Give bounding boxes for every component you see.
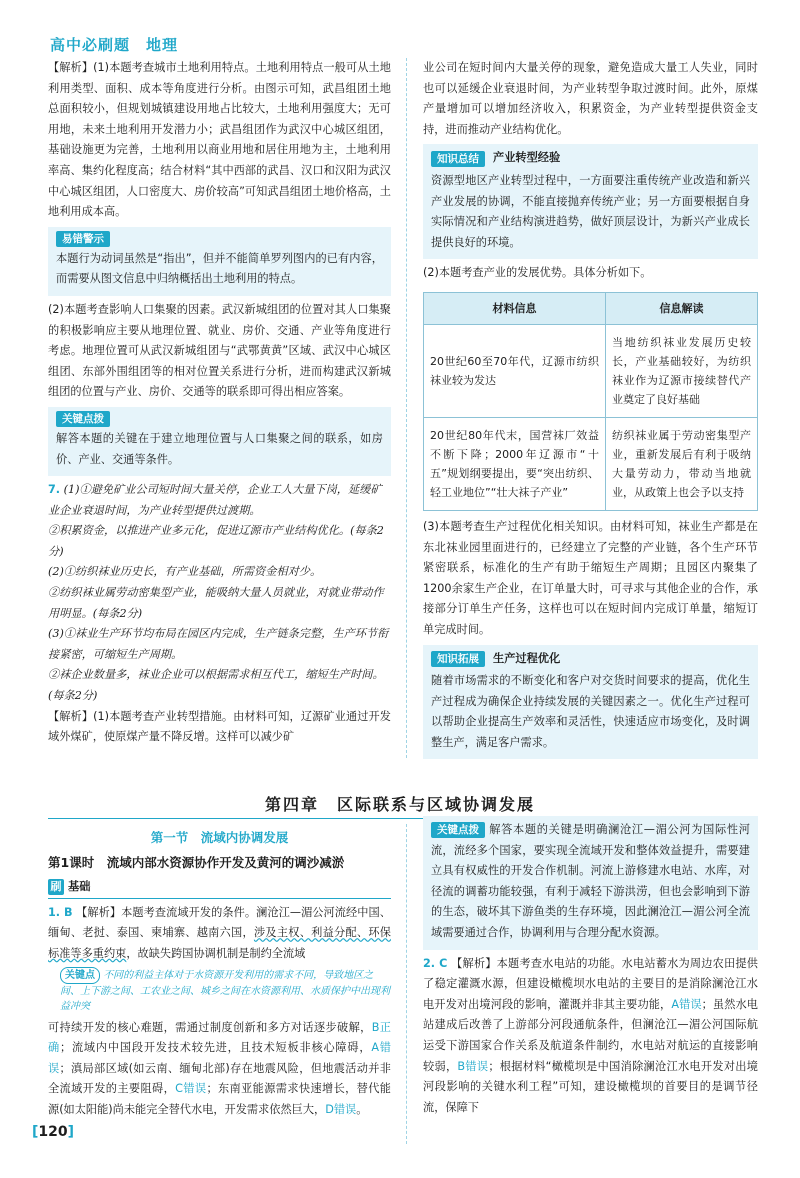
option-wrong: C错误 (175, 1082, 207, 1096)
analysis-text: 。 (356, 1102, 368, 1116)
analysis-text: ；滇局部区域(如云南、缅甸北部)存在地震风险，但地震活动并非全流域开发的主要阻碍， (48, 1061, 391, 1096)
key-point-text: 解答本题的关键是明确澜沧江—湄公河为国际性河流，流经多个国家，要实现全流域开发和整体效益提升，需要建立具有权威性的开发合作机制。河流上游修建水电站、水库，对径流的调蓄功能较强，有利于减轻下游洪涝，但也会影响到下游的生态，破坏其下游鱼类的生存环境，因此澜沧江—湄公河全流域需要通过合作，协调利用与合理分配水资源。 (431, 823, 750, 939)
question-number: 7. (48, 483, 61, 497)
right-column (423, 58, 758, 763)
knowledge-summary-badge: 知识总结 (431, 151, 485, 167)
answer-line: ②积累资金，以推进产业多元化，促进辽源市产业结构优化。(每条2分) (48, 524, 384, 558)
info-table (423, 292, 758, 511)
answer-line: ②纺织袜业属劳动密集型产业，能吸纳大量人员就业，对就业带动作用明显。(每条2分) (48, 586, 384, 620)
question-number: 1. B (48, 905, 73, 919)
knowledge-summary-box (423, 144, 758, 259)
key-point-box (48, 407, 391, 476)
section-title: 第一节 流域内协调发展 (150, 830, 289, 845)
column-divider (406, 58, 407, 758)
highlighted-phrase: 涉及主权、利益分配、环保标准等多重约束 (48, 926, 391, 960)
answer-line: (3)①袜业生产环节均布局在园区内完成，生产链条完整，生产环节衔接紧密，可缩短生产周期。 (48, 627, 389, 661)
basic-label: 基础 (68, 880, 91, 894)
left-analysis-paragraph-3: 【解析】(1)本题考查产业转型措施。由材料可知，辽源矿业通过开发域外煤矿，使原煤产量不降反增。这样可以减少矿 (48, 709, 391, 744)
key-point-note-badge: 关键点 (60, 967, 100, 984)
error-warning-badge: 易错警示 (56, 231, 110, 247)
key-point-badge: 关键点拨 (56, 411, 110, 427)
knowledge-extension-box (423, 645, 758, 760)
error-warning-text: 本题行为动词虽然是“指出”，但并不能简单罗列图内的已有内容，而需要从图文信息中归纳概括出土地利用的特点。 (56, 251, 383, 286)
table-cell: 纺织袜业属于劳动密集型产业，重新发展后有利于吸纳大量劳动力，带动当地就业，从政策上也会予以支持 (606, 417, 758, 510)
page-number: [120] (32, 1124, 75, 1140)
column-divider (406, 824, 407, 1144)
right-analysis-paragraph-3: (3)本题考查生产过程优化相关知识。由材料可知，袜业生产都是在东北袜业园里面进行的，已经建立了完整的产业链，各个生产环节紧密联系，标准化的生产有助于缩短生产周期；且园区内聚集了1200余家生产企业，在订单量大时，可寻求与其他企业的合作，承接部分订单生产任务，这样也可以在短时间内完成订单量，缩短订单完成时间。 (423, 519, 758, 636)
table-row (424, 417, 758, 510)
knowledge-extension-title: 生产过程优化 (493, 651, 561, 665)
analysis-text: ；东南亚能源需求快速增长，替代能源(如太阳能)尚未能完全替代水电，开发需求依然巨大， (48, 1082, 391, 1116)
table-header: 材料信息 (424, 292, 606, 324)
option-wrong: A错误 (48, 1041, 391, 1075)
key-point-text: 解答本题的关键在于建立地理位置与人口集聚之间的联系，如房价、产业、交通等条件。 (56, 431, 383, 466)
left-column-lower (48, 828, 391, 1121)
analysis-text: ；虽然水电站建成后改善了上游部分河段通航条件，但澜沧江—湄公河国际航运受下游国家合作关系及航道条件制约，水电站对航运的直接影响较弱， (423, 997, 758, 1073)
right-analysis-paragraph-1: 业公司在短时间内大量关停的现象，避免造成大量工人失业，同时也可以延缓企业衰退时间，为产业转型争取过渡时间。此外，原煤产量增加可以增加经济收入，积累资金，为产业转型提供资金支持，进而推动产业结构优化。 (423, 61, 758, 136)
answer-line: (2)①纺织袜业历史长，有产业基础，所需资金相对少。 (48, 565, 322, 579)
chapter-title: 第四章 区际联系与区域协调发展 (264, 795, 535, 814)
option-wrong: A错误 (671, 997, 702, 1011)
question-number: 2. C (423, 956, 448, 970)
analysis-text: 【解析】本题考查水电站的功能。水电站蓄水为周边农田提供了稳定灌溉水源，但建设橄榄坝水电站的主要目的是消除澜沧江水电开发对出境河段的影响，灌溉并非其主要功能， (423, 956, 758, 1011)
error-warning-box (48, 227, 391, 296)
analysis-text: ；流域内中国段开发技术较先进，且技术短板非核心障碍， (59, 1041, 372, 1055)
option-wrong: D错误 (325, 1102, 357, 1116)
left-column (48, 58, 391, 748)
question-2-analysis (423, 954, 758, 1119)
question-1-analysis (48, 903, 391, 965)
knowledge-extension-badge: 知识拓展 (431, 651, 485, 667)
table-cell: 20世纪80年代末，国营袜厂效益不断下降；2000年辽源市“十五”规划纲要提出，要“突出纺织、轻工业地位”“壮大袜子产业” (424, 417, 606, 510)
page-number-value: 120 (38, 1124, 68, 1140)
brush-icon: 刷 (48, 879, 64, 895)
question-1-analysis-cont (48, 1018, 391, 1121)
key-point-badge: 关键点拨 (431, 822, 485, 838)
key-point-note (60, 967, 391, 1014)
table-cell: 当地纺织袜业发展历史较长，产业基础较好，为纺织袜业作为辽源市接续替代产业奠定了良好基础 (606, 324, 758, 417)
option-correct: B正确 (48, 1020, 391, 1055)
right-analysis-paragraph-2: (2)本题考查产业的发展优势。具体分析如下。 (423, 266, 652, 280)
answer-line: ②袜企业数量多，袜业企业可以根据需求相互代工，缩短生产时间。(每条2分) (48, 668, 384, 703)
analysis-text: 可持续开发的核心难题，需通过制度创新和多方对话逐步破解， (48, 1020, 372, 1034)
analysis-text: ，故缺失跨国协调机制是制约全流域 (126, 946, 306, 960)
left-analysis-paragraph-2: (2)本题考查影响人口集聚的因素。武汉新城组团的位置对其人口集聚的积极影响应主要从地理位置、就业、房价、交通、产业等角度进行考虑。地理位置可从武汉新城组团与“武鄂黄黄”区域、武汉中心城区组团、东部外围组团等的相对位置关系进行分析，进而构建武汉新城组团的位置与产业、房价、交通等的联系即可得出相应答案。 (48, 302, 391, 399)
basic-header (48, 877, 391, 899)
analysis-text: ；根据材料“橄榄坝是中国消除澜沧江水电开发对出境河段影响的关键水利工程”可知，建设橄榄坝的首要目的是调节径流，保障下 (423, 1059, 758, 1114)
analysis-text: 【解析】本题考查流域开发的条件。澜沧江—湄公河流经中国、缅甸、老挝、泰国、柬埔寨、越南六国， (48, 905, 391, 940)
knowledge-summary-title: 产业转型经验 (493, 151, 561, 165)
right-column-lower (423, 812, 758, 1118)
left-analysis-paragraph-1: 【解析】(1)本题考查城市土地利用特点。土地利用特点一般可从土地利用类型、面积、成本等角度进行分析。由图示可知，武昌组团土地总面积较小，但规划城镇建设用地占比较大，土地利用强度大；无可用地，未来土地利用开发潜力小；武昌组团作为武汉中心城区组团，基础设施更为完善，土地利用以商业用地和居住用地为主，土地利用率高、集约化程度高；结合材料“其中西部的武昌、汉口和汉阳为武汉中心城区组团，人口密度大、房价较高”可知武昌组团土地价格高，土地利用成本高。 (48, 61, 391, 219)
table-cell: 20世纪60至70年代，辽源市纺织袜业较为发达 (424, 324, 606, 417)
series-title: 高中必刷题 地理 (50, 36, 179, 54)
knowledge-extension-text: 随着市场需求的不断变化和客户对交货时间要求的提高，优化生产过程成为确保企业持续发展的关键因素之一。优化生产过程可以帮助企业提高生产效率和灵活性，快速适应市场变化，及时调整生产，满足客户需求。 (431, 674, 750, 749)
knowledge-summary-text: 资源型地区产业转型过程中，一方面要注重传统产业改造和新兴产业发展的协调，不能直接抛弃传统产业；另一方面要根据自身实际情况和产业结构演进趋势，做好顶层设计，为新兴产业成长提供良好的环境。 (431, 173, 750, 249)
table-header: 信息解读 (606, 292, 758, 324)
key-point-box-2 (423, 816, 758, 950)
option-wrong: B错误 (457, 1059, 489, 1073)
lesson-title: 第1课时 流域内部水资源协作开发及黄河的调沙减淤 (48, 854, 345, 870)
table-row (424, 324, 758, 417)
question-7-answer (48, 480, 391, 707)
answer-line: (1)①避免矿业公司短时间大量关停，企业工人大量下岗，延缓矿业企业衰退时间，为产业转型提供过渡期。 (48, 483, 382, 517)
key-point-note-text: 不同的利益主体对于水资源开发利用的需求不同，导致地区之间、上下游之间、工农业之间、城乡之间在水资源利用、水质保护中出现利益冲突 (60, 969, 390, 1012)
